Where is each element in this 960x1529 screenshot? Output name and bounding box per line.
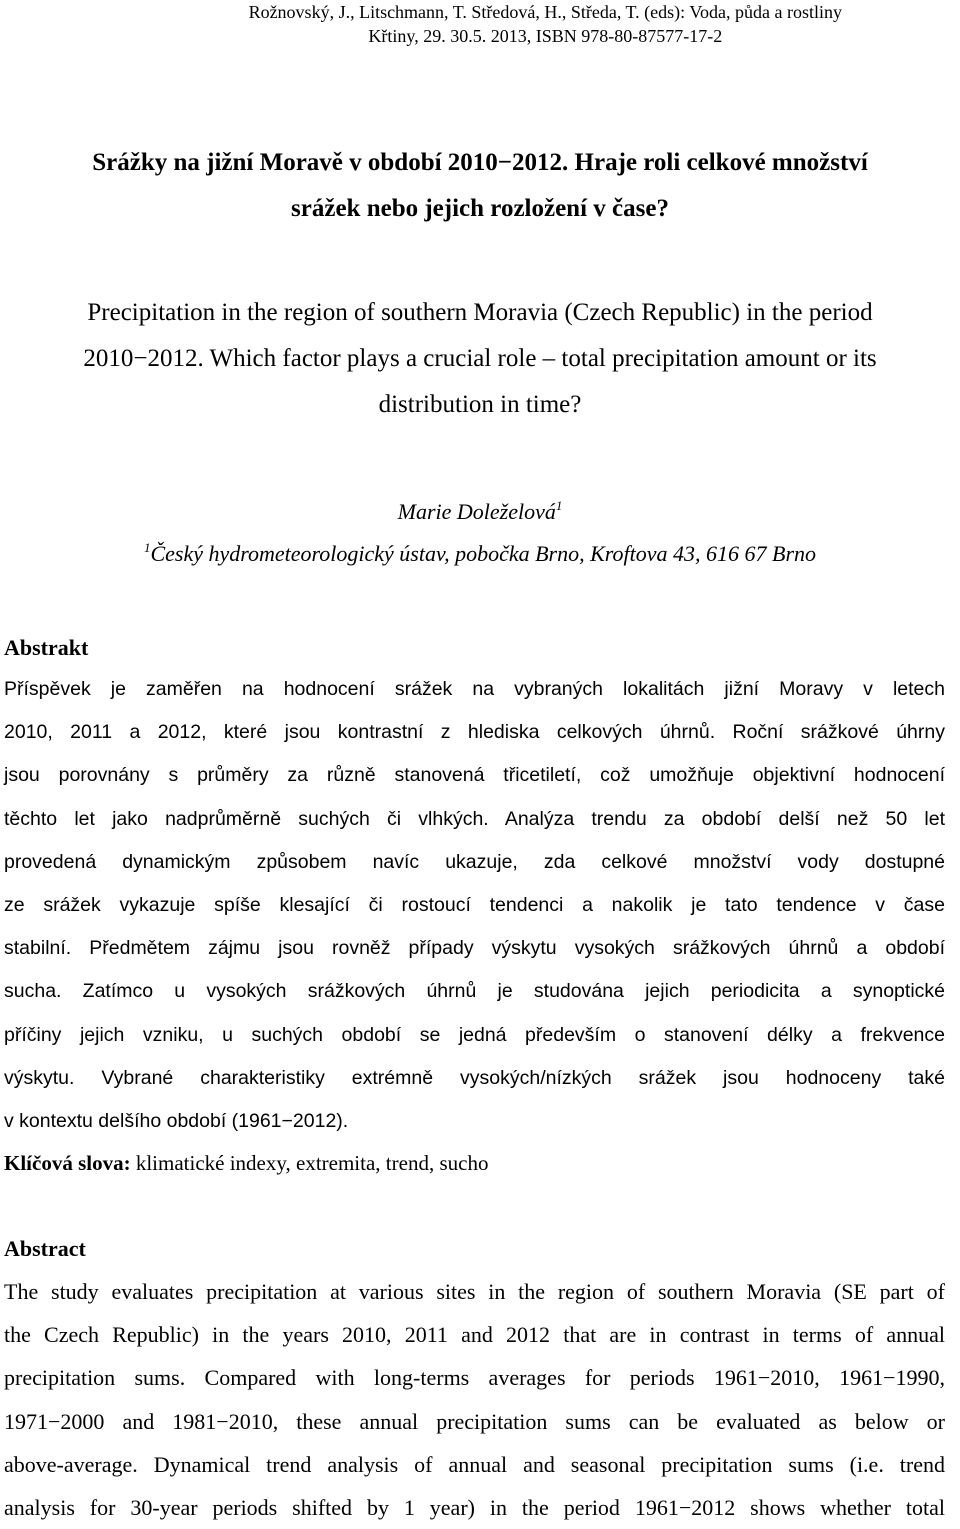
header-citation: Rožnovský, J., Litschmann, T. Středová, H., Středa, T. (eds): Voda, půda a rostliny [248,2,842,22]
abstract-body [4,1270,945,1529]
header-venue: Křtiny, 29. 30.5. 2013, ISBN 978-80-87577-17-2 [368,26,723,46]
abstrakt-line: stabilní. Předmětem zájmu jsou rovněž případy výskytu vysokých srážkových úhrnů a období [4,937,945,960]
english-title-line-2: 2010−2012. Which factor plays a crucial role – total precipitation amount or its [83,345,877,372]
czech-title-line-2: srážek nebo jejich rozložení v čase? [291,195,669,222]
keywords-text: klimatické indexy, extremita, trend, sucho [135,1151,489,1175]
keywords [4,1148,488,1178]
abstract-line: precipitation sums. Compared with long-terms averages for periods 1961−2010, 1961−1990, [4,1365,945,1391]
abstrakt-line: provedená dynamickým způsobem navíc ukazuje, zda celkové množství vody dostupné [4,850,945,873]
keywords-label: Klíčová slova: [4,1151,131,1175]
author-name: Marie Doleželová [397,499,556,524]
abstrakt-line: příčiny jejich vzniku, u suchých období se jedná především o stanovení délky a frekvence [4,1023,945,1046]
abstrakt-line: Příspěvek je zaměřen na hodnocení srážek na vybraných lokalitách jižní Moravy v letech [4,678,945,700]
affiliation-sup: 1 [143,540,151,555]
abstrakt-line: jsou porovnány s průměry za různě stanovená třicetiletí, což umožňuje objektivní hodnocení [4,764,945,787]
affiliation: Český hydrometeorologický ústav, pobočka Brno, Kroftova 43, 616 67 Brno [150,541,817,566]
czech-title-line-1: Srážky na jižní Moravě v období 2010−2012. Hraje roli celkové množství [92,149,868,176]
abstrakt-line: výskytu. Vybrané charakteristiky extrémně vysokých/nízkých srážek jsou hodnoceny také [4,1066,945,1089]
abstract-line: above-average. Dynamical trend analysis of annual and seasonal precipitation sums (i.e. trend [4,1451,945,1477]
czech-title [0,140,960,232]
abstrakt-line: 2010, 2011 a 2012, které jsou kontrastní z hlediska celkových úhrnů. Roční srážkové úhrny [4,721,945,744]
abstract-line: the Czech Republic) in the years 2010, 2011 and 2012 that are in contrast in terms of annual [4,1322,945,1348]
abstract-line: 1971−2000 and 1981−2010, these annual precipitation sums can be evaluated as below or [4,1408,945,1434]
abstrakt-line: těchto let jako nadprůměrně suchých či vlhkých. Analýza trendu za období delší než 50 let [4,807,945,830]
author-line [0,491,960,533]
author-sup: 1 [555,498,563,513]
abstrakt-heading: Abstrakt [4,635,89,660]
english-title-line-1: Precipitation in the region of southern Moravia (Czech Republic) in the period [87,299,873,326]
author-block [0,491,960,575]
abstract-line: analysis for 30-year periods shifted by 1 year) in the period 1961−2012 shows whether total [4,1495,945,1521]
abstrakt-line: sucha. Zatímco u vysokých srážkových úhrnů je studována jejich periodicita a synoptické [4,980,945,1003]
affiliation-line [0,533,960,575]
page-header [249,0,842,48]
english-title [0,290,960,428]
abstrakt-line: v kontextu delšího období (1961−2012). [4,1110,349,1133]
abstract-heading: Abstract [4,1236,86,1261]
abstrakt-line: ze srážek vykazuje spíše klesající či rostoucí tendenci a nakolik je tato tendence v čase [4,894,945,917]
abstract-line: The study evaluates precipitation at various sites in the region of southern Moravia (SE part of [4,1279,945,1304]
abstrakt-body [4,668,945,1143]
english-title-line-3: distribution in time? [378,391,582,418]
